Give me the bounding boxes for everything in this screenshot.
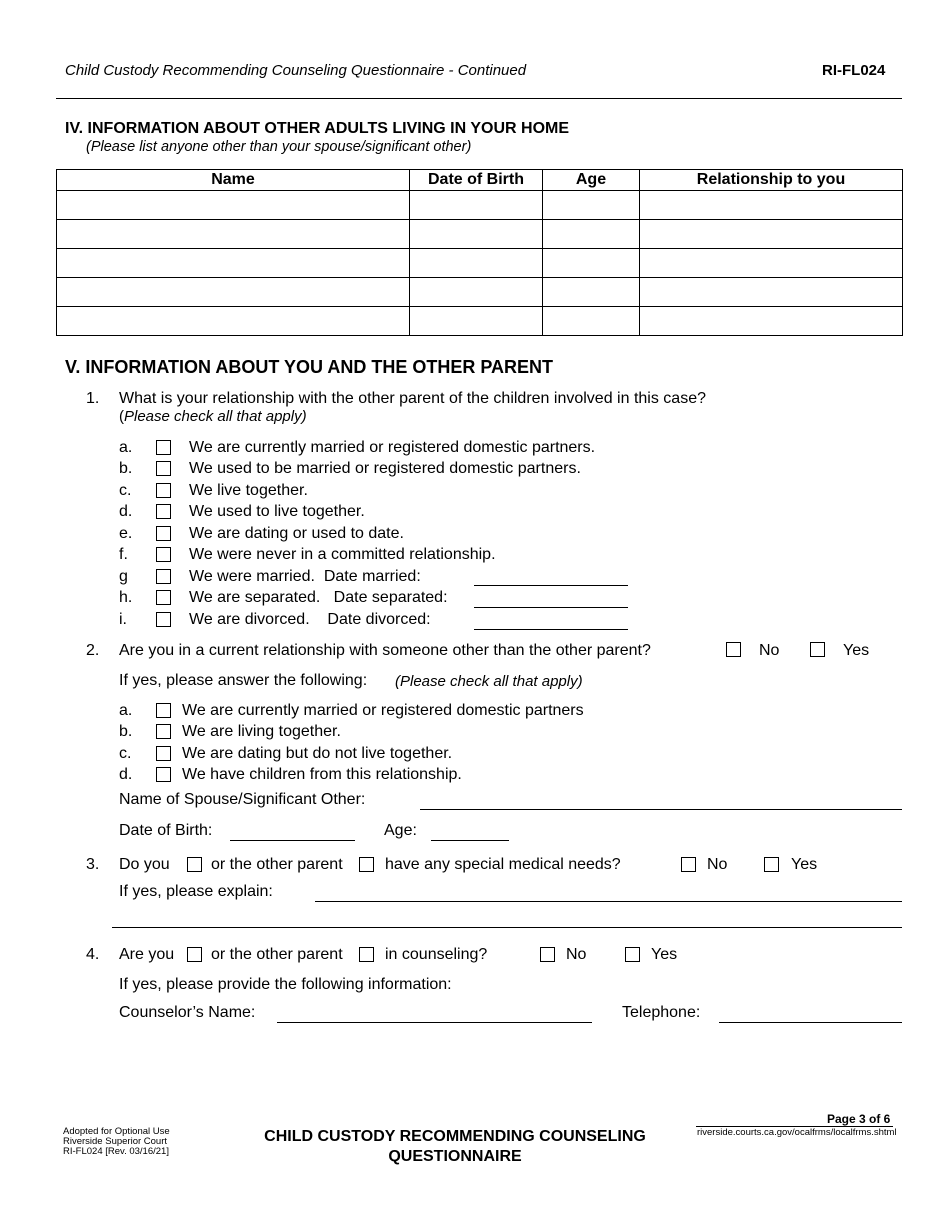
q2-number: 2. [86, 642, 100, 659]
q3-other-parent: or the other parent [211, 856, 343, 873]
q1-option-a-checkbox[interactable] [156, 440, 171, 455]
table-row [57, 220, 903, 249]
q1-option-d-label: We used to live together. [189, 503, 365, 520]
spouse-age-field[interactable] [431, 840, 509, 841]
q2-followup-note: (Please check all that apply) [395, 673, 583, 690]
q1-option-h-checkbox[interactable] [156, 590, 171, 605]
q1-option-b-letter: b. [119, 460, 133, 477]
age-cell[interactable] [543, 249, 640, 278]
q4-number: 4. [86, 946, 100, 963]
q1-option-c-letter: c. [119, 482, 132, 499]
q2-option-a-checkbox[interactable] [156, 703, 171, 718]
footer-url[interactable]: riverside.courts.ca.gov/ocalfrms/localfrms.shtml [697, 1127, 897, 1138]
q3-no-label: No [707, 856, 728, 873]
q1-option-e-letter: e. [119, 525, 133, 542]
spouse-dob-label: Date of Birth: [119, 822, 213, 839]
q1-option-i-letter: i. [119, 611, 127, 628]
column-header-name: Name [57, 170, 410, 191]
q1-option-d-letter: d. [119, 503, 133, 520]
dob-cell[interactable] [410, 191, 543, 220]
q4-are-you: Are you [119, 946, 175, 963]
date-divorced-field[interactable] [474, 629, 628, 630]
relationship-cell[interactable] [640, 220, 903, 249]
q4-text: in counseling? [385, 946, 488, 963]
relationship-cell[interactable] [640, 278, 903, 307]
column-header-dob: Date of Birth [410, 170, 543, 191]
q1-number: 1. [86, 390, 100, 407]
q2-option-d-checkbox[interactable] [156, 767, 171, 782]
q3-other-parent-checkbox[interactable] [359, 857, 374, 872]
q1-note: (Please check all that apply) [119, 408, 307, 425]
name-cell[interactable] [57, 249, 410, 278]
table-row [57, 249, 903, 278]
relationship-cell[interactable] [640, 191, 903, 220]
q1-option-h-letter: h. [119, 589, 133, 606]
date-married-field[interactable] [474, 585, 628, 586]
q3-text: have any special medical needs? [385, 856, 621, 873]
date-separated-field[interactable] [474, 607, 628, 608]
q1-option-c-checkbox[interactable] [156, 483, 171, 498]
age-cell[interactable] [543, 307, 640, 336]
table-row [57, 307, 903, 336]
q3-yes-checkbox[interactable] [764, 857, 779, 872]
spouse-dob-field[interactable] [230, 840, 355, 841]
header-title: Child Custody Recommending Counseling Questionnaire - Continued [65, 62, 527, 79]
counselor-telephone-label: Telephone: [622, 1004, 701, 1021]
q1-option-g-label: We were married. Date married: [189, 568, 421, 585]
q2-option-a-label: We are currently married or registered domestic partners [182, 702, 584, 719]
q3-no-checkbox[interactable] [681, 857, 696, 872]
footer-form-title: CHILD CUSTODY RECOMMENDING COUNSELING QUESTIONNAIRE [264, 1128, 646, 1165]
q1-option-g-letter: g [119, 568, 128, 585]
dob-cell[interactable] [410, 278, 543, 307]
q1-option-h-label: We are separated. Date separated: [189, 589, 448, 606]
relationship-cell[interactable] [640, 307, 903, 336]
name-cell[interactable] [57, 307, 410, 336]
q2-option-d-label: We have children from this relationship. [182, 766, 462, 783]
q1-option-a-label: We are currently married or registered domestic partners. [189, 439, 596, 456]
q4-yes-checkbox[interactable] [625, 947, 640, 962]
counselor-name-field[interactable] [277, 1022, 592, 1023]
q3-do-you: Do you [119, 856, 170, 873]
q2-option-b-label: We are living together. [182, 723, 341, 740]
dob-cell[interactable] [410, 249, 543, 278]
q1-text: What is your relationship with the other parent of the children involved in this case? [119, 390, 706, 407]
q4-provide-label: If yes, please provide the following information: [119, 976, 452, 993]
q1-option-a-letter: a. [119, 439, 133, 456]
q1-option-f-letter: f. [119, 546, 128, 563]
column-header-age: Age [543, 170, 640, 191]
q1-option-e-label: We are dating or used to date. [189, 525, 404, 542]
name-cell[interactable] [57, 278, 410, 307]
q2-no-label: No [759, 642, 780, 659]
q3-explain-field-line-2[interactable] [112, 927, 902, 928]
q1-option-i-label: We are divorced. Date divorced: [189, 611, 431, 628]
q4-other-parent: or the other parent [211, 946, 343, 963]
q2-yes-checkbox[interactable] [810, 642, 825, 657]
q1-option-f-label: We were never in a committed relationship. [189, 546, 496, 563]
q1-option-c-label: We live together. [189, 482, 308, 499]
spouse-name-field[interactable] [420, 809, 902, 810]
name-cell[interactable] [57, 191, 410, 220]
counselor-telephone-field[interactable] [719, 1022, 902, 1023]
q1-option-g-checkbox[interactable] [156, 569, 171, 584]
counselor-name-label: Counselor’s Name: [119, 1004, 256, 1021]
q3-yes-label: Yes [791, 856, 818, 873]
form-code: RI-FL024 [822, 62, 886, 79]
q2-option-a-letter: a. [119, 702, 133, 719]
q2-option-c-label: We are dating but do not live together. [182, 745, 453, 762]
column-header-relationship: Relationship to you [640, 170, 903, 191]
section-4-note: (Please list anyone other than your spouse/significant other) [86, 139, 472, 155]
age-cell[interactable] [543, 191, 640, 220]
name-cell[interactable] [57, 220, 410, 249]
q1-option-d-checkbox[interactable] [156, 504, 171, 519]
table-row [57, 191, 903, 220]
q2-followup: If yes, please answer the following: [119, 672, 368, 689]
table-header-row [57, 170, 903, 191]
q2-yes-label: Yes [843, 642, 870, 659]
dob-cell[interactable] [410, 307, 543, 336]
q1-option-f-checkbox[interactable] [156, 547, 171, 562]
q4-you-checkbox[interactable] [187, 947, 202, 962]
section-4-title: IV. INFORMATION ABOUT OTHER ADULTS LIVING IN YOUR HOME [65, 120, 570, 137]
spouse-age-label: Age: [384, 822, 417, 839]
age-cell[interactable] [543, 278, 640, 307]
header-divider [56, 98, 902, 99]
q1-option-b-checkbox[interactable] [156, 461, 171, 476]
footer-adopted: Adopted for Optional Use Riverside Superior Court RI-FL024 [Rev. 03/16/21] [63, 1126, 170, 1157]
q1-option-e-checkbox[interactable] [156, 526, 171, 541]
section-5-title: V. INFORMATION ABOUT YOU AND THE OTHER PARENT [65, 357, 554, 377]
other-adults-table [56, 169, 903, 336]
q2-no-checkbox[interactable] [726, 642, 741, 657]
q1-option-i-checkbox[interactable] [156, 612, 171, 627]
q2-option-b-letter: b. [119, 723, 133, 740]
q4-no-checkbox[interactable] [540, 947, 555, 962]
q3-explain-field[interactable] [315, 901, 902, 902]
q2-option-d-letter: d. [119, 766, 133, 783]
q1-option-b-label: We used to be married or registered domestic partners. [189, 460, 581, 477]
q4-yes-label: Yes [651, 946, 678, 963]
q3-explain-label: If yes, please explain: [119, 883, 273, 900]
q2-option-c-letter: c. [119, 745, 132, 762]
q3-number: 3. [86, 856, 100, 873]
dob-cell[interactable] [410, 220, 543, 249]
q3-you-checkbox[interactable] [187, 857, 202, 872]
page-number: Page 3 of 6 [827, 1112, 891, 1126]
q2-text: Are you in a current relationship with someone other than the other parent? [119, 642, 651, 659]
table-row [57, 278, 903, 307]
q4-other-parent-checkbox[interactable] [359, 947, 374, 962]
q2-option-b-checkbox[interactable] [156, 724, 171, 739]
q4-no-label: No [566, 946, 587, 963]
q2-option-c-checkbox[interactable] [156, 746, 171, 761]
spouse-name-label: Name of Spouse/Significant Other: [119, 791, 366, 808]
relationship-cell[interactable] [640, 249, 903, 278]
age-cell[interactable] [543, 220, 640, 249]
